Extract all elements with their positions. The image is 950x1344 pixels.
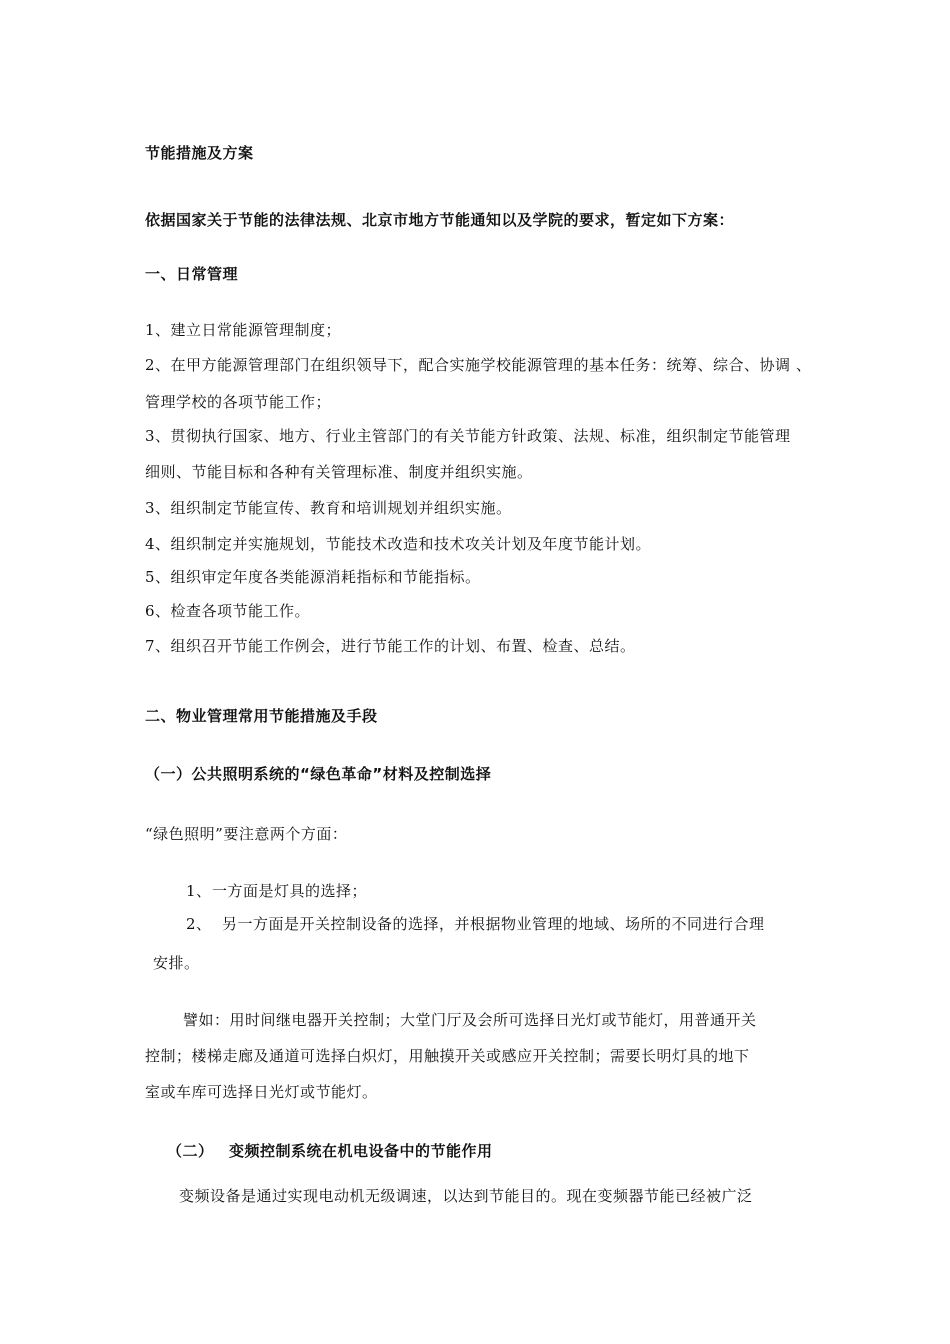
list-item: 2、在甲方能源管理部门在组织领导下，配合实施学校能源管理的基本任务：统筹、综合、协调 、 (145, 356, 812, 374)
list-item: 5、组织审定年度各类能源消耗指标和节能指标。 (145, 568, 481, 586)
paragraph-line: 控制；楼梯走廊及通道可选择白炽灯，用触摸开关或感应开关控制；需要长明灯具的地下 (145, 1047, 750, 1065)
section-heading-2: 二、物业管理常用节能措施及手段 (145, 707, 378, 725)
list-item-continuation: 安排。 (153, 954, 200, 972)
list-item: 7、组织召开节能工作例会，进行节能工作的计划、布置、检查、总结。 (145, 637, 636, 655)
list-item: 4、组织制定并实施规划，节能技术改造和技术攻关计划及年度节能计划。 (145, 535, 652, 553)
list-item: 3、组织制定节能宣传、教育和培训规划并组织实施。 (145, 499, 512, 517)
paragraph-line: 譬如：用时间继电器开关控制；大堂门厅及会所可选择日光灯或节能灯，用普通开关 (183, 1011, 757, 1029)
paragraph-line: 变频设备是通过实现电动机无级调速，以达到节能目的。现在变频器节能已经被广泛 (179, 1187, 753, 1205)
list-item: 6、检查各项节能工作。 (145, 602, 311, 620)
paragraph-line: 室或车库可选择日光灯或节能灯。 (145, 1083, 378, 1101)
document-title: 节能措施及方案 (145, 144, 254, 162)
list-item: 一方面是灯具的选择； (212, 882, 368, 900)
list-item: 3、贯彻执行国家、地方、行业主管部门的有关节能方针政策、法规、标准，组织制定节能管理 (145, 427, 791, 445)
list-item-continuation: 细则、节能目标和各种有关管理标准、制度并组织实施。 (145, 463, 533, 481)
intro-paragraph: 依据国家关于节能的法律法规、北京市地方节能通知以及学院的要求，暂定如下方案： (145, 211, 735, 229)
note-line: “绿色照明”要注意两个方面： (145, 825, 348, 843)
section-heading-1: 一、日常管理 (145, 265, 239, 283)
list-number: 2、 (186, 915, 212, 933)
list-item-continuation: 管理学校的各项节能工作； (145, 393, 332, 411)
subsection-number: （二） (167, 1142, 214, 1160)
subsection-heading-1: （一）公共照明系统的“绿色革命”材料及控制选择 (145, 765, 492, 783)
list-number: 1、 (186, 882, 212, 900)
list-item: 另一方面是开关控制设备的选择，并根据物业管理的地域、场所的不同进行合理 (222, 915, 765, 933)
list-item: 1、建立日常能源管理制度； (145, 321, 342, 339)
subsection-heading-2: 变频控制系统在机电设备中的节能作用 (229, 1142, 493, 1160)
